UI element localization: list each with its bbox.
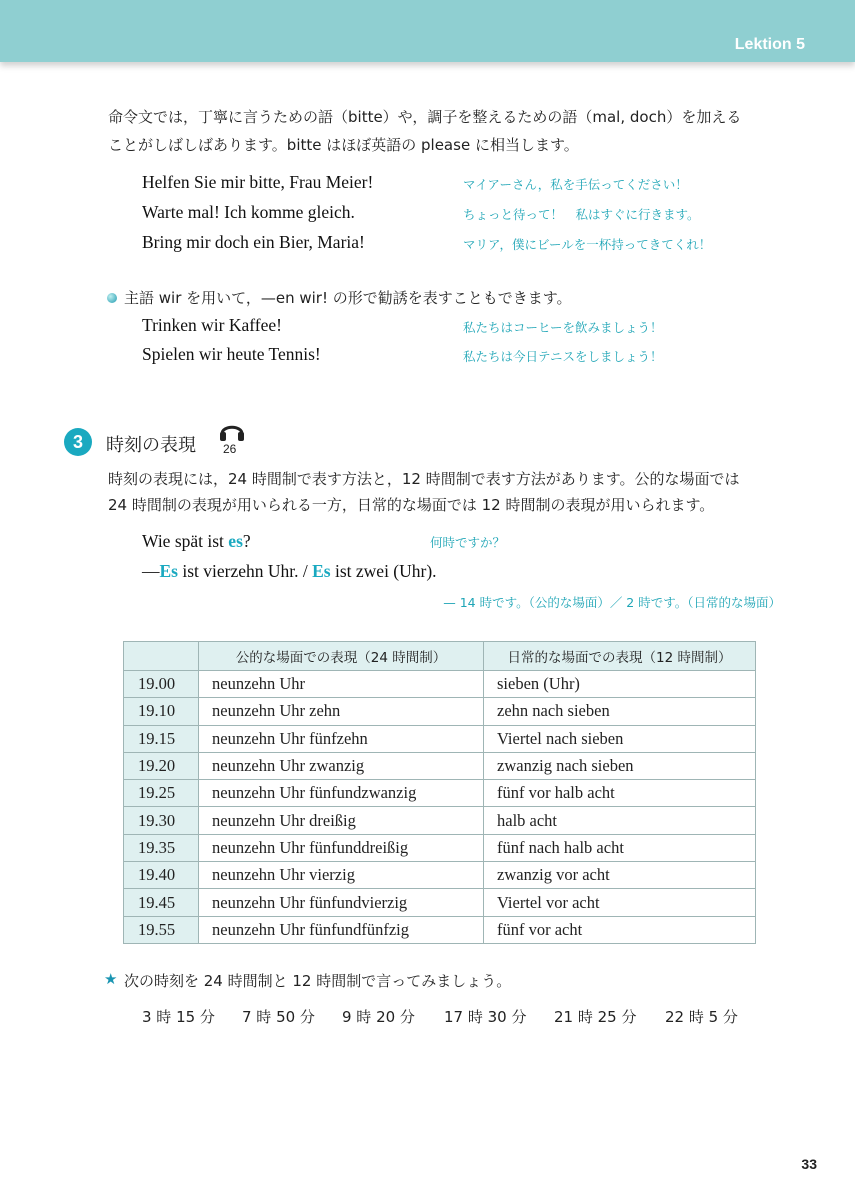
expression-24h-cell: neunzehn Uhr dreißig bbox=[199, 807, 484, 834]
highlight-es: Es bbox=[159, 561, 178, 581]
expression-12h-cell: zwanzig vor acht bbox=[484, 862, 756, 889]
section-desc-1: 時刻の表現には，24 時間制で表す方法と，12 時間制で表す方法があります。公的な場面では bbox=[108, 470, 740, 488]
table-row bbox=[124, 807, 756, 834]
time-cell: 19.20 bbox=[124, 752, 199, 779]
example-de: Helfen Sie mir bitte, Frau Meier! bbox=[142, 172, 374, 192]
star-icon: ★ bbox=[104, 970, 118, 988]
intro-line-1: 命令文では，丁寧に言うための語（bitte）や，調子を整えるための語（mal, doch）を加える bbox=[108, 108, 742, 126]
expression-24h-cell: neunzehn Uhr fünfundzwanzig bbox=[199, 780, 484, 807]
expression-24h-cell: neunzehn Uhr fünfzehn bbox=[199, 725, 484, 752]
time-cell: 19.35 bbox=[124, 834, 199, 861]
expression-24h-cell: neunzehn Uhr zwanzig bbox=[199, 752, 484, 779]
example-ja: ちょっと待って！ 私はすぐに行きます。 bbox=[463, 207, 700, 222]
expression-12h-cell: zwanzig nach sieben bbox=[484, 752, 756, 779]
table-row bbox=[124, 862, 756, 889]
table-row bbox=[124, 671, 756, 698]
exercise-time: 17 時 30 分 bbox=[444, 1008, 527, 1026]
answer-de: —Es ist vierzehn Uhr. / Es ist zwei (Uhr). bbox=[142, 561, 437, 581]
question-de: Wie spät ist es? bbox=[142, 531, 251, 551]
example-de: Warte mal! Ich komme gleich. bbox=[142, 202, 355, 222]
time-cell: 19.45 bbox=[124, 889, 199, 916]
answer-ja: — 14 時です。（公的な場面）／ 2 時です。（日常的な場面） bbox=[443, 595, 781, 610]
example-de: Bring mir doch ein Bier, Maria! bbox=[142, 232, 365, 252]
exercise-time: 7 時 50 分 bbox=[242, 1008, 315, 1026]
section-number-badge: 3 bbox=[64, 428, 92, 456]
expression-12h-cell: Viertel vor acht bbox=[484, 889, 756, 916]
lesson-label: Lektion 5 bbox=[734, 36, 805, 53]
time-cell: 19.55 bbox=[124, 916, 199, 943]
exercise-instruction: 次の時刻を 24 時間制と 12 時間制で言ってみましょう。 bbox=[124, 972, 512, 990]
table-header-row bbox=[124, 642, 756, 671]
expression-12h-cell: sieben (Uhr) bbox=[484, 671, 756, 698]
time-cell: 19.15 bbox=[124, 725, 199, 752]
expression-12h-cell: zehn nach sieben bbox=[484, 698, 756, 725]
exercise-time: 22 時 5 分 bbox=[665, 1008, 738, 1026]
expression-24h-cell: neunzehn Uhr zehn bbox=[199, 698, 484, 725]
table-row bbox=[124, 889, 756, 916]
audio-track-number: 26 bbox=[223, 442, 237, 456]
page-number: 33 bbox=[801, 1156, 817, 1172]
table-header-12h: 日常的な場面での表現（12 時間制） bbox=[484, 642, 756, 671]
exercise-time: 9 時 20 分 bbox=[342, 1008, 415, 1026]
table-row bbox=[124, 834, 756, 861]
section-desc-2: 24 時間制の表現が用いられる一方，日常的な場面では 12 時間制の表現が用いられます。 bbox=[108, 496, 715, 514]
exercise-times bbox=[142, 1006, 738, 1027]
example-ja: マイアーさん，私を手伝ってください！ bbox=[463, 177, 688, 192]
question-ja: 何時ですか？ bbox=[430, 535, 506, 550]
table-row bbox=[124, 698, 756, 725]
exercise-time: 3 時 15 分 bbox=[142, 1008, 215, 1026]
expression-24h-cell: neunzehn Uhr fünfundfünfzig bbox=[199, 916, 484, 943]
expression-12h-cell: halb acht bbox=[484, 807, 756, 834]
highlight-es: Es bbox=[312, 561, 331, 581]
header-band bbox=[0, 0, 855, 62]
table-header-corner bbox=[124, 642, 199, 671]
example-de: Spielen wir heute Tennis! bbox=[142, 344, 321, 364]
table-row bbox=[124, 725, 756, 752]
expression-12h-cell: fünf vor acht bbox=[484, 916, 756, 943]
time-expression-table bbox=[123, 641, 756, 944]
time-cell: 19.10 bbox=[124, 698, 199, 725]
headphones-icon bbox=[218, 420, 246, 442]
section-title: 時刻の表現 bbox=[106, 435, 196, 456]
example-de: Trinken wir Kaffee! bbox=[142, 315, 282, 335]
time-cell: 19.00 bbox=[124, 671, 199, 698]
example-ja: 私たちはコーヒーを飲みましょう！ bbox=[463, 320, 663, 335]
example-ja: 私たちは今日テニスをしましょう！ bbox=[463, 349, 663, 364]
highlight-es: es bbox=[228, 531, 243, 551]
expression-24h-cell: neunzehn Uhr bbox=[199, 671, 484, 698]
audio-track[interactable] bbox=[215, 420, 249, 456]
expression-12h-cell: Viertel nach sieben bbox=[484, 725, 756, 752]
time-cell: 19.25 bbox=[124, 780, 199, 807]
expression-24h-cell: neunzehn Uhr vierzig bbox=[199, 862, 484, 889]
time-cell: 19.30 bbox=[124, 807, 199, 834]
table-header-24h: 公的な場面での表現（24 時間制） bbox=[199, 642, 484, 671]
bullet-icon bbox=[107, 293, 117, 303]
expression-24h-cell: neunzehn Uhr fünfunddreißig bbox=[199, 834, 484, 861]
expression-12h-cell: fünf nach halb acht bbox=[484, 834, 756, 861]
bullet-text: 主語 wir を用いて，—en wir! の形で勧誘を表すこともできます。 bbox=[124, 289, 572, 307]
example-ja: マリア，僕にビールを一杯持ってきてくれ！ bbox=[463, 237, 712, 252]
time-cell: 19.40 bbox=[124, 862, 199, 889]
table-row bbox=[124, 916, 756, 943]
exercise-time: 21 時 25 分 bbox=[554, 1008, 637, 1026]
expression-24h-cell: neunzehn Uhr fünfundvierzig bbox=[199, 889, 484, 916]
expression-12h-cell: fünf vor halb acht bbox=[484, 780, 756, 807]
table-row bbox=[124, 752, 756, 779]
table-row bbox=[124, 780, 756, 807]
intro-line-2: ことがしばしばあります。bitte はほぼ英語の please に相当します。 bbox=[108, 136, 579, 154]
